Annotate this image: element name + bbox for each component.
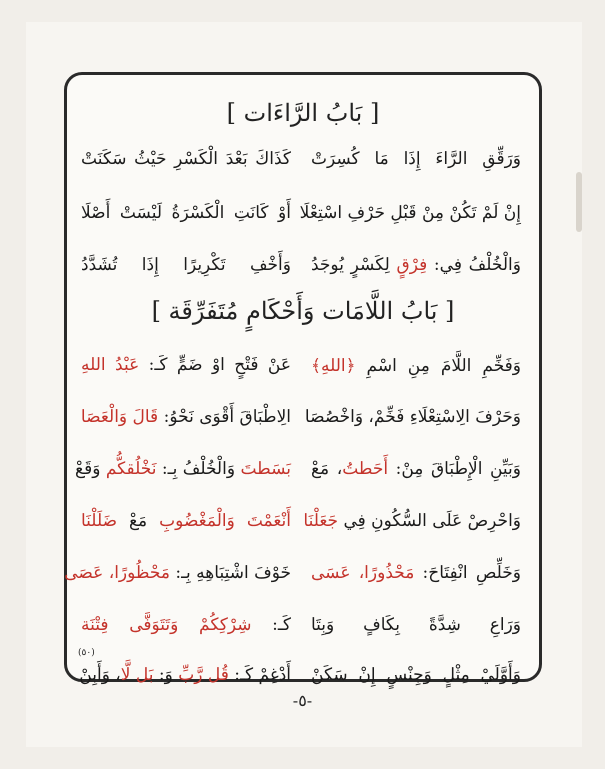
verse-10-text-a: أَدْغِمْ كَـ: [228, 665, 291, 685]
verse-7 [67, 511, 539, 545]
verse-10-first-hemistich: وَأَوَّلَيْ مِثْلٍ وَجِنْسٍ إِنْ سَكَنْ [311, 665, 521, 685]
verse-1 [67, 149, 539, 183]
verse-7-second-hemistich [81, 511, 291, 531]
verse-number: (٥٠) [78, 648, 95, 658]
verse-1-second-hemistich: كَذَاكَ بَعْدَ الْكَسْرِ حَيْثُ سَكَنَتْ [81, 149, 291, 169]
text-frame [64, 72, 542, 685]
verse-9-highlight: شِرْكِكُمْ وَتَتَوَفَّى فِتْنَة [81, 615, 252, 635]
verse-10-highlight: قُل رَّبِّ [178, 665, 229, 685]
verse-3-second-hemistich: وَأَخْفِ تَكْرِيرًا إِذَا تُشَدَّدُ [81, 255, 291, 275]
verse-3-text-a: وَالْخُلْفُ فِي: [427, 255, 521, 275]
verse-8-text-c: خَوْفَ اشْتِبَاهِهِ بِـ: [169, 563, 291, 583]
heading-raat: [ بَابُ الرَّاءَات ] [226, 99, 380, 127]
verse-9 [67, 615, 539, 649]
verse-4-second-hemistich [81, 355, 291, 375]
verse-4 [67, 355, 539, 389]
verse-8-text-a: وَخَلِّصِ انْفِتَاحَ: [414, 563, 521, 583]
heading-lamat: [ بَابُ اللَّامَات وَأَحْكَامٍ مُتَفَرِّقَة ] [151, 297, 455, 325]
verse-8-highlight: مَحْذُورًا، عَسَى [311, 563, 415, 583]
verse-7-text-a: وَاحْرِصْ عَلَى السُّكُونِ فِي [338, 511, 521, 531]
verse-9-text-a: كَـ: [251, 615, 291, 635]
verse-2 [67, 203, 539, 237]
verse-4-highlight: ﴿اللهِ﴾ [311, 356, 356, 376]
verse-8-highlight-2: مَحْظُورًا، عَصَى [64, 563, 170, 583]
verse-6 [67, 459, 539, 493]
verse-10-text-c: ، وَأَبِنْ [79, 665, 121, 685]
page-number: -٥- [292, 691, 313, 710]
verse-6-second-hemistich [75, 459, 291, 479]
verse-3-text-b: لِكَسْرٍ يُوجَدُ [311, 255, 397, 275]
verse-3-first-hemistich [311, 255, 521, 275]
verse-8-first-hemistich [311, 563, 521, 583]
verse-7-first-hemistich [303, 511, 521, 531]
verse-6-highlight-2: بَسَطتَ [240, 459, 291, 479]
verse-5-second-hemistich [81, 407, 291, 427]
verse-2-first-hemistich: إِنْ لَمْ تَكُنْ مِنْ قَبْلِ حَرْفِ اسْتِعْلَا [299, 203, 521, 223]
verse-9-second-hemistich [81, 615, 291, 635]
verse-5 [67, 407, 539, 441]
verse-7-highlight-3: ضَلَلْنَا [81, 511, 118, 531]
verse-3-highlight: فِرْقٍ [396, 255, 428, 275]
verse-10-second-hemistich [81, 665, 291, 685]
verse-2-second-hemistich: أَوْ كَانَتِ الْكَسْرَةُ لَيْسَتْ أَصْلَا [81, 203, 291, 223]
verse-1-first-hemistich: وَرَقِّقِ الرَّاءَ إِذَا مَا كُسِرَتْ [311, 149, 521, 169]
verse-6-text-b: ، مَعْ [311, 459, 343, 479]
verse-5-text-a: الِاطْبَاقَ أَقْوَى نَحْوُ: [158, 407, 291, 427]
verse-6-text-a: وَبَيِّنِ الْإِطْبَاقَ مِنْ: [388, 459, 521, 479]
page-edge-mark [576, 172, 582, 232]
verse-3 [67, 255, 539, 289]
verse-7-text-c: مَعْ [117, 511, 160, 531]
verse-4-highlight-2: عَبْدُ اللهِ [81, 355, 140, 375]
verse-10-text-b: وَ: [153, 665, 179, 685]
verse-7-highlight-2: أَنْعَمْتَ وَالْمَغْضُوبِ [159, 511, 291, 531]
verse-6-highlight: أَحَطتُ [342, 459, 389, 479]
verse-8 [64, 563, 539, 597]
verse-4-first-hemistich [311, 355, 521, 376]
verse-7-highlight: جَعَلْنَا [303, 511, 339, 531]
verse-4-text-c: عَنْ فَتْحٍ اوْ ضَمٍّ كَـ: [139, 355, 291, 375]
verse-6-text-d: وَقَعْ [75, 459, 106, 479]
verse-5-first-hemistich: وَحَرْفَ الِاسْتِعْلَاءِ فَخِّمْ، وَاخْصُصَا [304, 407, 521, 427]
verse-5-highlight: قَالَ وَالْعَصَا [80, 407, 159, 427]
verse-10-highlight-2: بَل لَّا [120, 665, 154, 685]
verse-6-text-c: وَالْخُلْفُ بِـ: [156, 459, 241, 479]
verse-4-text-a: وَفَخِّمِ اللَّامَ مِنِ اسْمِ [355, 356, 521, 376]
verse-6-first-hemistich [311, 459, 521, 479]
verse-8-second-hemistich [64, 563, 291, 583]
verse-9-first-hemistich: وَرَاعِ شِدَّةً بِكَافٍ وَبِتَا [311, 615, 521, 635]
verse-6-highlight-3: نَخْلُقكُّم [105, 459, 157, 479]
